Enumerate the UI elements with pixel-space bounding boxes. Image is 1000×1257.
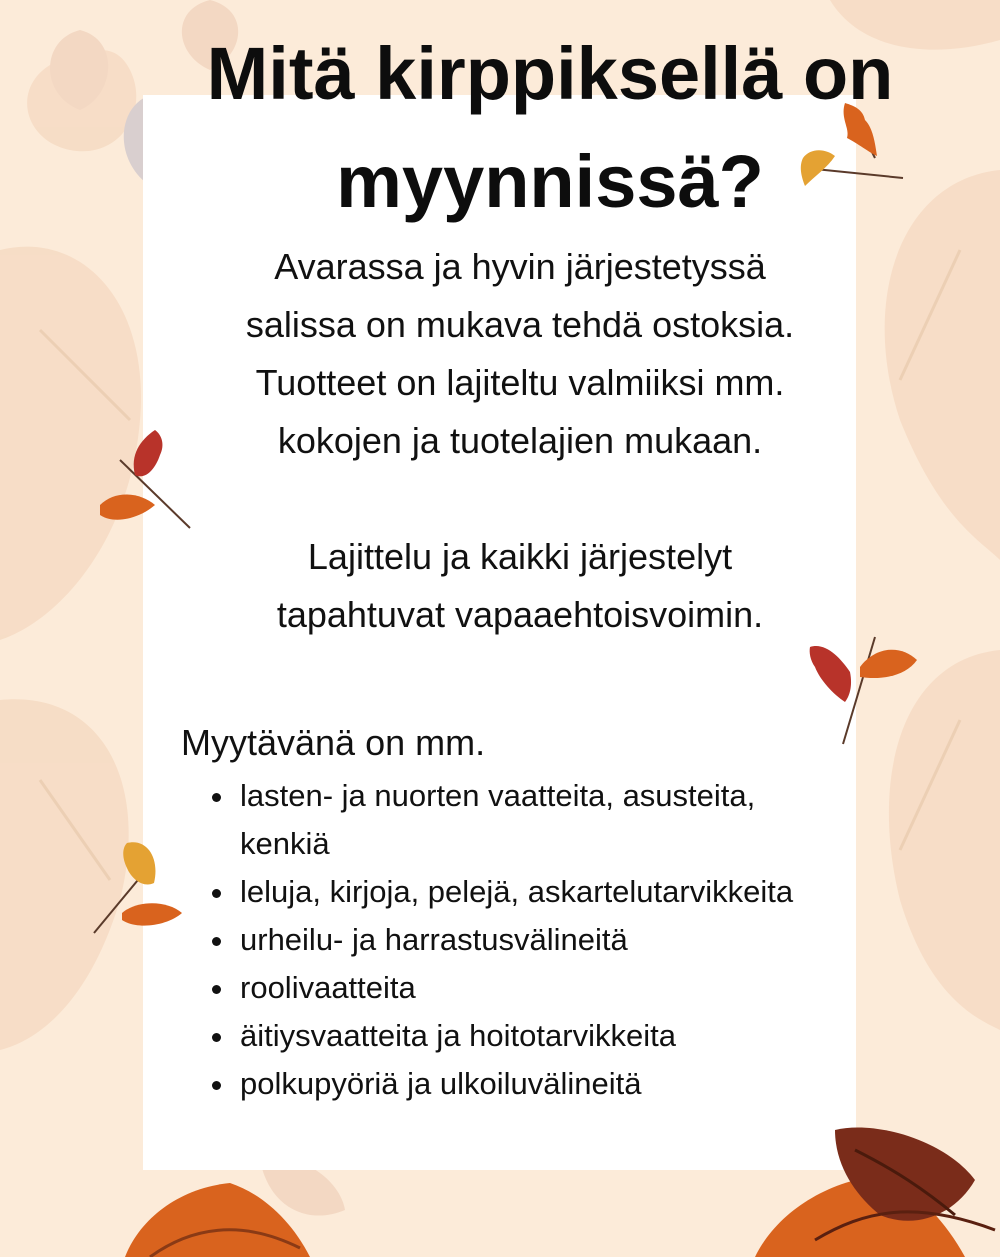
intro-text — [160, 238, 880, 644]
leaf-cluster-bottom-left-icon — [92, 838, 187, 938]
intro-line: Avarassa ja hyvin järjestetyssä — [274, 246, 766, 287]
list-item: lasten- ja nuorten vaatteita, asusteita, kenkiä — [200, 772, 840, 868]
leaf-bottom-center-icon — [120, 1178, 320, 1257]
list-item: roolivaatteita — [200, 964, 840, 1012]
intro-line: kokojen ja tuotelajien mukaan. — [277, 420, 763, 461]
intro-line: salissa on mukava tehdä ostoksia. — [245, 304, 795, 345]
intro-line: tapahtuvat vapaaehtoisvoimin. — [276, 594, 764, 635]
paragraph-gap — [160, 470, 880, 528]
title-line-1: Mitä kirppiksellä on — [206, 32, 894, 115]
list-item: urheilu- ja harrastusvälineitä — [200, 916, 840, 964]
leaf-cluster-right-icon — [805, 632, 920, 747]
page-title — [100, 20, 1000, 236]
leaf-bottom-right-icon — [715, 1120, 1000, 1257]
title-line-2: myynnissä? — [336, 140, 764, 223]
list-heading: Myytävänä on mm. — [181, 722, 486, 763]
list-item: leluja, kirjoja, pelejä, askartelutarvikkeita — [200, 868, 840, 916]
intro-line: Tuotteet on lajiteltu valmiiksi mm. — [255, 362, 785, 403]
intro-line: Lajittelu ja kaikki järjestelyt — [307, 536, 733, 577]
list-item: polkupyöriä ja ulkoiluvälineitä — [200, 1060, 840, 1108]
items-list — [200, 772, 840, 1108]
list-item: äitiysvaatteita ja hoitotarvikkeita — [200, 1012, 840, 1060]
